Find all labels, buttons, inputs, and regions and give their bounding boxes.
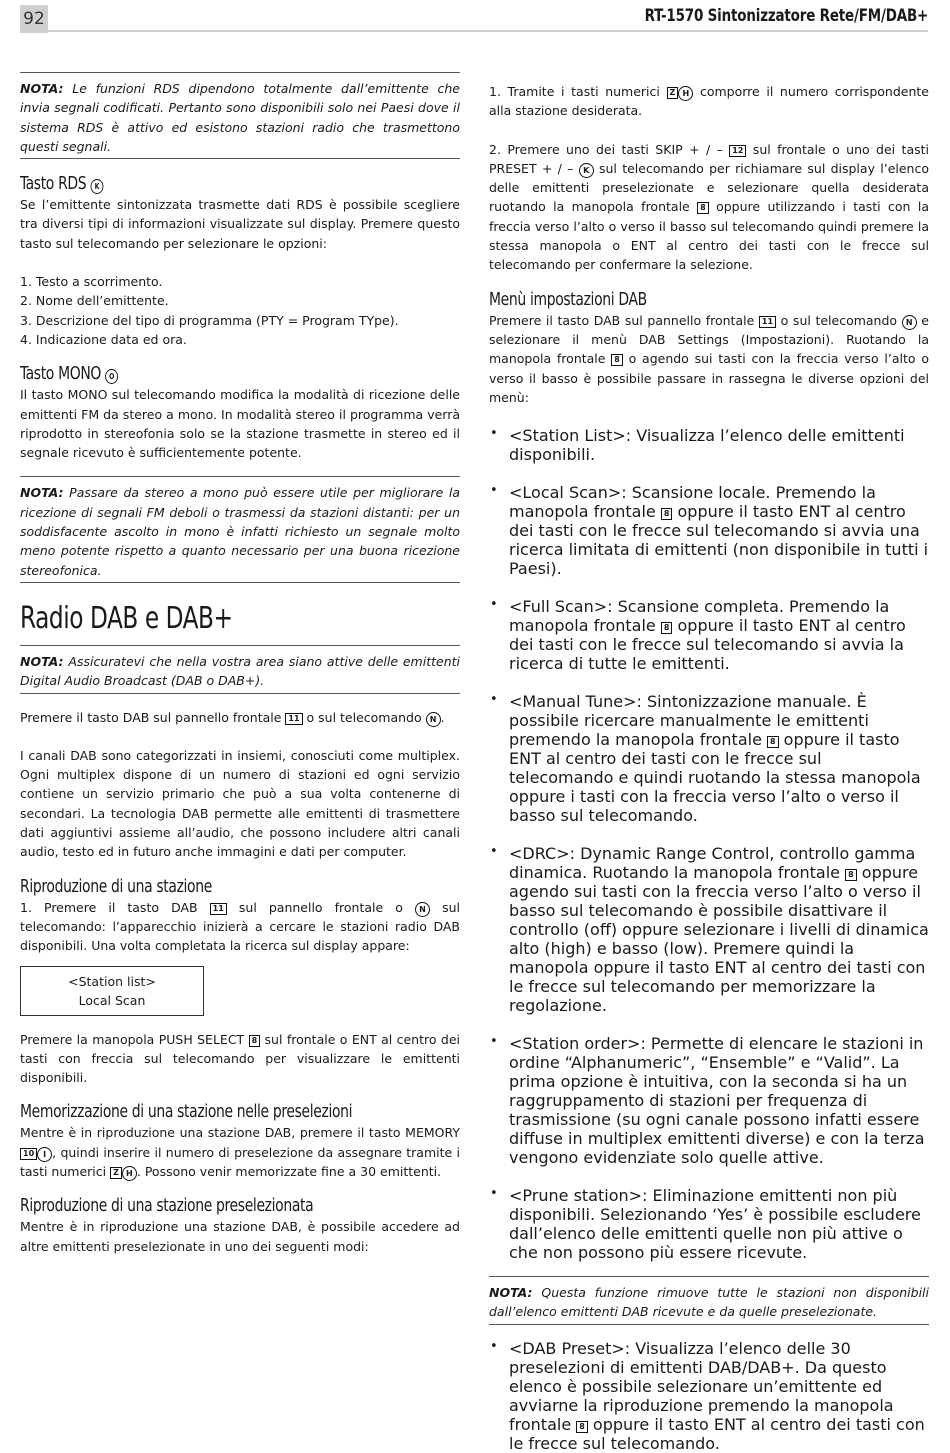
mono-title-text: Tasto MONO [20,363,106,385]
note-label: NOTA: [20,81,64,96]
note-text: Questa funzione rimuove tutte le stazioni non disponibili dall’elenco emittenti DAB ricevute e da quelle preselezionate. [489,1285,929,1320]
front-panel-key-icon: 11 [285,713,302,725]
front-panel-key-icon: 11 [210,903,227,915]
section-title-mono [20,363,398,385]
section-heading-dab: Radio DAB e DAB+ [20,600,233,636]
front-panel-key-icon: 11 [759,316,776,328]
rds-option-1: 1. Testo a scorrimento. [20,274,163,290]
display-line-2: Local Scan [78,992,146,1008]
multiplex-text: I canali DAB sono categorizzati in insiemi, conosciuti come multiplex. Ogni multiplex dispone di un numero di stazioni ed ogni servizio contiene un servizio primario che può a sua volta contenerne di secondari. La tecnologia DAB permette alle emittenti di trasmettere dati aggiuntivi assieme all’audio, che possono includere altri canali audio, testo ed in futuro anche immagini e dati per computer. [20,747,460,860]
front-panel-key-icon: 10 [20,1148,37,1160]
remote-key-icon: N [415,902,430,917]
front-panel-key-icon: 12 [729,145,746,157]
front-panel-key-icon: 8 [697,202,709,214]
list-item: • <Local Scan>: Scansione locale. Premendo la manopola frontale 8 oppure il tasto ENT al centro dei tasti con le frecce sul telecomando si avvia una ricerca limitata di emittenti (non disponibile in tutti i Paesi). [489,483,929,578]
list-item: • <Station List>: Visualizza l’elenco delle emittenti disponibili. [489,426,929,464]
remote-key-icon: I [37,1147,52,1162]
preset-step-1: 1. Tramite i tasti numerici Z H comporre il numero corrispondente alla stazione desiderata. [489,84,929,119]
note-text: Le funzioni RDS dipendono totalmente dall’emittente che invia segnali codificati. Pertanto sono disponibili solo nei Paesi dove il sistema RDS è attivo ed esistono stazioni radio che trasmettono questi segnali. [20,81,460,154]
section-title-rds [20,173,398,195]
display-line-1: <Station list> [68,973,156,989]
front-panel-key-icon: Z [110,1167,122,1179]
dab-settings-list [489,426,929,1262]
section-title-dab-settings: Menù impostazioni DAB [489,288,647,310]
list-item: • <Manual Tune>: Sintonizzazione manuale. È possibile ricercare manualmente le emittenti premendo la manopola frontale 8 oppure il tasto ENT al centro dei tasti con le frecce sul telecomando e quindi ruotando la stessa manopola oppure i tasti con la freccia verso l’alto o verso il basso sul telecomando. [489,692,929,825]
note-stereo-mono [20,476,460,582]
remote-key-icon: O [105,369,118,384]
rds-option-4: 4. Indicazione data ed ora. [20,331,187,347]
rds-option-3: 3. Descrizione del tipo di programma (PTY = Program TYpe). [20,312,399,328]
mono-text: Il tasto MONO sul telecomando modifica la modalità di ricezione delle emittenti FM da stereo a mono. In modalità stereo il programma verrà riprodotto in stereofonia solo se la stazione trasmette in stereo ed il segnale ricevuto è sufficientemente potente. [20,387,460,461]
note-rds [20,72,460,159]
display-readout-box [20,966,204,1016]
list-item: • <Full Scan>: Scansione completa. Premendo la manopola frontale 8 oppure il tasto ENT al centro dei tasti con le frecce sul telecomando si avvia la ricerca di tutte le emittenti. [489,597,929,673]
front-panel-key-icon: 8 [611,354,623,366]
rds-option-2: 2. Nome dell’emittente. [20,293,169,309]
note-text: Passare da stereo a mono può essere utile per migliorare la ricezione di segnali FM deboli o trasmessi da stazioni distanti: per un soddisfacente ascolto in mono è infatti richiesto un segnale molto meno potente rispetto a quanto necessario per una buona ricezione stereofonica. [20,485,460,578]
remote-key-icon: H [678,86,693,101]
press-dab-text: Premere il tasto DAB sul pannello frontale 11 o sul telecomando N . [20,709,445,725]
right-column [489,82,929,1453]
section-title-play: Riproduzione di una stazione [20,875,212,897]
push-select-text: Premere la manopola PUSH SELECT 8 sul frontale o ENT al centro dei tasti con freccia sul telecomando per visualizzare le emittenti disponibili. [20,1031,460,1086]
header-title: RT-1570 Sintonizzatore Rete/FM/DAB+ [644,6,928,26]
front-panel-key-icon: Z [667,87,679,99]
remote-key-icon: K [90,179,103,194]
list-item: • <DRC>: Dynamic Range Control, controllo gamma dinamica. Ruotando la manopola frontale 8 oppure agendo sui tasti con la freccia verso l’alto o verso il basso sul telecomando è possibile disattivare il controllo (off) oppure selezionare i livelli di dinamica alto (high) e basso (low). Premere quindi la manopola oppure il tasto ENT al centro dei tasti con le frecce sul telecomando per memorizzare la regolazione. [489,844,929,1015]
note-label: NOTA: [489,1285,533,1301]
section-title-memory: Memorizzazione di una stazione nelle preselezioni [20,1101,353,1123]
remote-key-icon: N [426,712,441,727]
remote-key-icon: N [902,315,917,330]
preset-play-text: Mentre è in riproduzione una stazione DAB, è possibile accedere ad altre emittenti preselezionate in uno dei seguenti modi: [20,1219,460,1254]
list-item: • <DAB Preset>: Visualizza l’elenco delle 30 preselezioni di emittenti DAB/DAB+. Da questo elenco è possibile selezionare un’emittente ed avviarne la riproduzione premendo la manopola frontale 8 oppure il tasto ENT al centro dei tasti con le frecce sul telecomando. [489,1339,929,1453]
remote-key-icon: H [122,1166,137,1181]
preset-step-2: 2. Premere uno dei tasti SKIP + / – 12 sul frontale o uno dei tasti PRESET + / – K sul telecomando per richiamare sul display l’elenco delle emittenti preselezionate e selezionare quella desiderata ruotando la manopola frontale 8 oppure utilizzando i tasti con la freccia verso l’alto o verso il basso sul telecomando quindi premere la stessa manopola o ENT al centro dei tasti con le frecce sul telecomando per confermare la selezione. [489,141,930,273]
front-panel-key-icon: 8 [767,736,779,748]
front-panel-key-icon: 8 [845,869,857,881]
rds-title-text: Tasto RDS [20,173,91,195]
dab-preset-list [489,1339,929,1453]
note-dab-availability [20,645,460,694]
front-panel-key-icon: 8 [576,1421,588,1433]
play-text: 1. Premere il tasto DAB 11 sul pannello frontale o N sul telecomando: l’apparecchio inizierà a cercare le stazioni radio DAB disponibili. Una volta completata la ricerca sul display appare: [20,899,460,954]
note-text: Assicuratevi che nella vostra area siano attive delle emittenti Digital Audio Broadcast (DAB o DAB+). [20,653,460,689]
remote-key-icon: K [579,163,594,178]
memory-text: Mentre è in riproduzione una stazione DAB, premere il tasto MEMORY 10 I , quindi inserire il numero di preselezione da assegnare tramite i tasti numerici Z H . Possono venir memorizzate fine a 30 emittenti. [20,1125,460,1179]
front-panel-key-icon: 8 [661,508,673,520]
header-divider [20,30,928,32]
list-item: • <Station order>: Permette di elencare le stazioni in ordine “Alphanumeric”, “Ensemble” e “Valid”. La prima opzione è intuitiva, con la seconda si ha un raggruppamento di stazioni per frequenza di trasmissione (su ogni canale possono infatti essere diffuse in multiplex emittenti diverse) e con la terza vengono evidenziate solo quelle attive. [489,1034,929,1167]
note-label: NOTA: [20,485,64,501]
rds-text: Se l’emittente sintonizzata trasmette dati RDS è possibile scegliere tra diversi tipi di informazioni visualizzate sul display. Premere questo tasto sul telecomando per selezionare le opzioni: [20,197,460,251]
front-panel-key-icon: 8 [661,622,673,634]
list-item: • <Prune station>: Eliminazione emittenti non più disponibili. Selezionando ‘Yes’ è possibile escludere dall’elenco delle emittenti quelle non più attive o che non possono più essere ricevute. [489,1186,929,1262]
left-column [20,72,460,1256]
page-number: 92 [20,5,48,33]
front-panel-key-icon: 8 [249,1035,261,1047]
dab-settings-text: Premere il tasto DAB sul pannello frontale 11 o sul telecomando N e selezionare il menù DAB Settings (Impostazioni). Ruotando la manopola frontale 8 o agendo sui tasti con la freccia verso l’alto o verso il basso è possibile passare in rassegna le diverse opzioni del menù: [489,312,929,405]
note-prune [489,1276,929,1325]
section-title-preset-play: Riproduzione di una stazione preselezionata [20,1195,314,1217]
note-label: NOTA: [20,653,64,669]
